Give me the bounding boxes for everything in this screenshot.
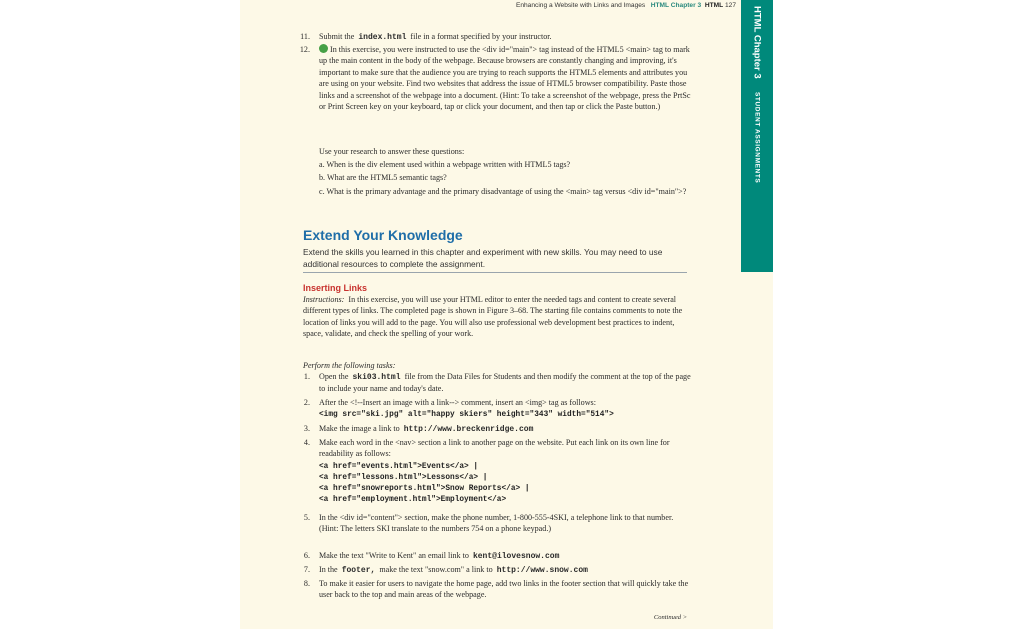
code-url: http://www.breckenridge.com (403, 425, 534, 434)
page-number: 127 (724, 2, 736, 9)
step-number: 3. (303, 424, 310, 433)
continued-marker: Continued > (653, 614, 687, 621)
section-intro: Extend the skills you learned in this chapter and experiment with new skills. You may need to use additional resources to complete the assignment. (303, 247, 663, 269)
item-text: In this exercise, you were instructed to use the <div id="main"> tag instead of the HTML5 <main> tag to mark up the main content in the body of the webpage. Because browsers are constantly changing and improving, it's important to make sure that the audience you are trying to reach supports the HTML5 elements and attributes you are using on your website. Find two websites that address the issue of HTML5 browser compatibility. Paste those links and a screenshot of the webpage into a document. (Hint: To take a screenshot of the webpage, press the PrtSc or Print Screen key on your keyboard, tap or click your document, and then tap or click the Paste button.) (319, 45, 691, 112)
instructions (303, 294, 691, 340)
code-filename: index.html (358, 33, 407, 42)
step-number: 7. (303, 565, 310, 574)
step-4 (303, 437, 691, 460)
step-3 (303, 423, 691, 435)
section-heading: Extend Your Knowledge (303, 227, 463, 243)
code-filename: ski03.html (352, 373, 401, 382)
header-chapter: HTML Chapter 3 (650, 2, 702, 9)
step-6 (303, 550, 691, 562)
step-1 (303, 371, 691, 395)
instructions-label: Instructions: (303, 295, 345, 304)
header-title: Enhancing a Website with Links and Images (515, 2, 646, 9)
subsection-heading: Inserting Links (303, 283, 368, 293)
code-line: <img src="ski.jpg" alt="happy skiers" height="343" width="514"> (319, 411, 614, 419)
step-text: After the <!--Insert an image with a link--> comment, insert an <img> tag as follows: (319, 398, 596, 407)
running-header (240, 2, 736, 9)
side-tab (741, 0, 773, 272)
step-8 (303, 578, 691, 601)
step-text: file from the Data Files for Students and then modify the comment at the top of the page to include your name and today's date. (319, 372, 691, 394)
green-circle-icon (319, 44, 328, 53)
instructions-text: In this exercise, you will use your HTML editor to enter the needed tags and content to create several different types of links. The completed page is shown in Figure 3–68. The starting file contains comments to note the location of links you will add to the page. You will also use professional web development best practices to indent, space, validate, and check the spelling of your work. (303, 295, 683, 339)
step-text: Make each word in the <nav> section a link to another page on the website. Put each link on its own line for readability as follows: (319, 438, 670, 459)
item-text: file in a format specified by your instructor. (410, 32, 552, 41)
step-text: To make it easier for users to navigate the home page, add two links in the footer section that will quickly take the user back to the top and main areas of the webpage. (319, 579, 689, 600)
side-tab-section: STUDENT ASSIGNMENTS (753, 92, 761, 184)
code-line: <a href="events.html">Events</a> | (319, 463, 479, 471)
item-number: 12. (299, 45, 310, 54)
side-tab-chapter: HTML Chapter 3 (751, 6, 763, 79)
code-line: <a href="lessons.html">Lessons</a> | (319, 474, 488, 482)
question-c: c. What is the primary advantage and the primary disadvantage of using the <main> tag versus <div id="main">? (319, 186, 687, 196)
step-number: 5. (303, 513, 310, 522)
code-url: http://www.snow.com (496, 566, 588, 575)
code-tag: footer, (341, 566, 376, 575)
step-text: Make the text "Write to Kent" an email link to (319, 551, 469, 560)
list-item-12 (299, 44, 691, 112)
question-b: b. What are the HTML5 semantic tags? (319, 173, 447, 183)
code-email: kent@ilovesnow.com (472, 552, 560, 561)
code-line: <a href="snowreports.html">Snow Reports</a> | (319, 485, 530, 493)
divider (303, 272, 687, 273)
step-text: Make the image a link to (319, 424, 400, 433)
item-text: Submit the (319, 32, 355, 41)
code-block (319, 462, 530, 506)
step-text: In the (319, 565, 338, 574)
step-text: Open the (319, 372, 349, 381)
list-item-11 (300, 31, 691, 43)
code-line: <a href="employment.html">Employment</a> (319, 496, 507, 504)
step-number: 4. (303, 438, 310, 447)
book-page (240, 0, 773, 629)
step-2 (303, 397, 691, 408)
tasks-lead: Perform the following tasks: (303, 361, 396, 370)
step-number: 1. (303, 372, 310, 381)
question-a: a. When is the div element used within a webpage written with HTML5 tags? (319, 160, 571, 169)
header-html: HTML (704, 2, 724, 9)
research-questions (303, 159, 691, 197)
step-number: 6. (303, 551, 310, 560)
step-number: 2. (303, 398, 310, 407)
step-text: make the text "snow.com" a link to (379, 565, 493, 574)
step-7 (303, 564, 691, 576)
step-number: 8. (303, 579, 310, 588)
step-5 (303, 512, 691, 535)
research-lead-text: Use your research to answer these questions: (319, 147, 465, 156)
step-text: In the <div id="content"> section, make the phone number, 1-800-555-4SKI, a telephone link to that number. (Hint: The letters SKI translate to the numbers 754 on a phone keypad.) (319, 513, 674, 534)
item-number: 11. (300, 32, 310, 41)
research-lead (303, 146, 691, 157)
